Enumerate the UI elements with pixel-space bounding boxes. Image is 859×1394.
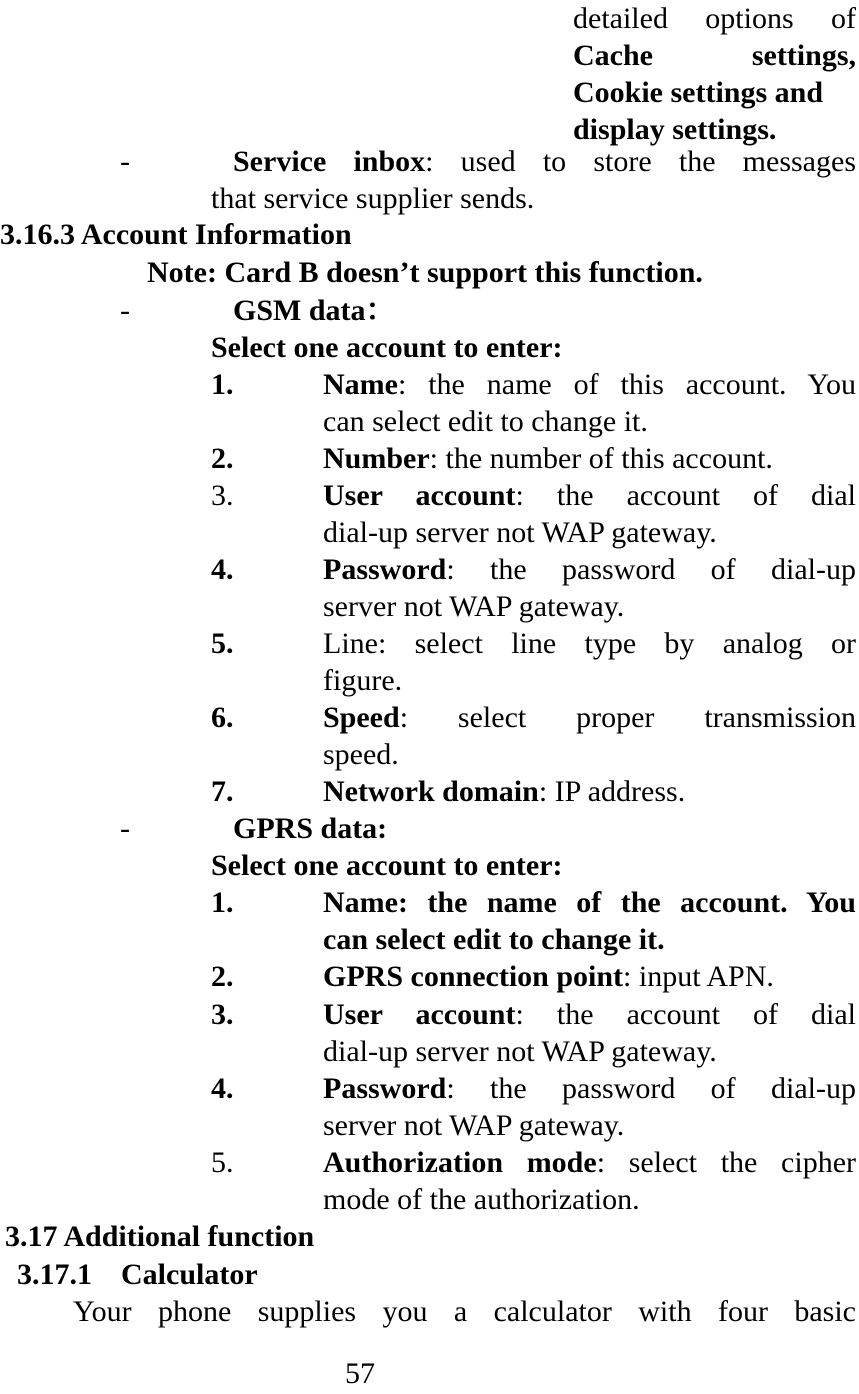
list-item-continuation: server not WAP gateway.	[323, 1109, 625, 1142]
list-number: 1.	[211, 886, 234, 919]
list-item: Line: select line type by analog or	[323, 627, 856, 660]
list-number: 6.	[211, 701, 234, 734]
continuation-line-3: Cookie settings and	[573, 76, 824, 109]
bullet-dash: -	[120, 294, 130, 327]
gprs-select-instruction: Select one account to enter:	[211, 849, 563, 882]
list-item-continuation: figure.	[323, 664, 403, 697]
list-number: 5.	[211, 627, 234, 660]
list-number: 3.	[211, 479, 234, 512]
list-item-continuation: server not WAP gateway.	[323, 590, 625, 623]
list-number: 4.	[211, 1072, 234, 1105]
subsection-heading-3-17-1: 3.17.1 Calculator	[17, 1258, 258, 1291]
list-item: Name: the name of the account. You	[323, 886, 856, 919]
list-item-continuation: dial-up server not WAP gateway.	[323, 1035, 717, 1068]
service-inbox-line-2: that service supplier sends.	[211, 182, 535, 215]
gprs-data-title: GPRS data:	[233, 812, 388, 845]
list-item: Authorization mode: select the cipher	[323, 1146, 856, 1179]
list-item: Speed: select proper transmission	[323, 701, 856, 734]
section-heading-3-17: 3.17 Additional function	[5, 1220, 315, 1253]
list-number: 7.	[211, 775, 234, 808]
continuation-block	[573, 0, 856, 148]
list-item: Network domain: IP address.	[323, 775, 686, 808]
list-number: 2.	[211, 960, 234, 993]
service-inbox-line-1: Service inbox: used to store the messages	[233, 145, 856, 178]
list-item: Number: the number of this account.	[323, 442, 773, 475]
list-item-continuation: speed.	[323, 738, 399, 771]
list-number: 5.	[211, 1146, 234, 1179]
bullet-dash: -	[120, 145, 130, 178]
continuation-line-1: detailed options of	[573, 2, 856, 35]
list-item-continuation: mode of the authorization.	[323, 1183, 640, 1216]
list-item: User account: the account of dial	[323, 998, 857, 1031]
list-number: 4.	[211, 553, 234, 586]
calculator-paragraph: Your phone supplies you a calculator with four basic	[73, 1295, 856, 1328]
list-item-continuation: dial-up server not WAP gateway.	[323, 516, 717, 549]
list-number: 1.	[211, 368, 234, 401]
list-item-continuation: can select edit to change it.	[323, 405, 648, 438]
continuation-line-4: display settings.	[573, 113, 777, 146]
page-number: 57	[345, 1357, 375, 1390]
list-number: 3.	[211, 998, 234, 1031]
note-text: Note: Card B doesn’t support this function.	[147, 256, 703, 289]
continuation-line-2: Cache settings,	[573, 39, 856, 72]
gsm-data-title: GSM data：	[233, 294, 396, 327]
list-item: Password: the password of dial-up	[323, 1072, 856, 1105]
list-item: Password: the password of dial-up	[323, 553, 856, 586]
list-item-continuation: can select edit to change it.	[323, 923, 665, 956]
section-heading-3-16-3: 3.16.3 Account Information	[0, 218, 352, 251]
list-item: User account: the account of dial	[323, 479, 857, 512]
list-item: GPRS connection point: input APN.	[323, 960, 774, 993]
gsm-select-instruction: Select one account to enter:	[211, 331, 563, 364]
list-item: Name: the name of this account. You	[323, 368, 856, 401]
bullet-dash: -	[120, 812, 130, 845]
list-number: 2.	[211, 442, 234, 475]
